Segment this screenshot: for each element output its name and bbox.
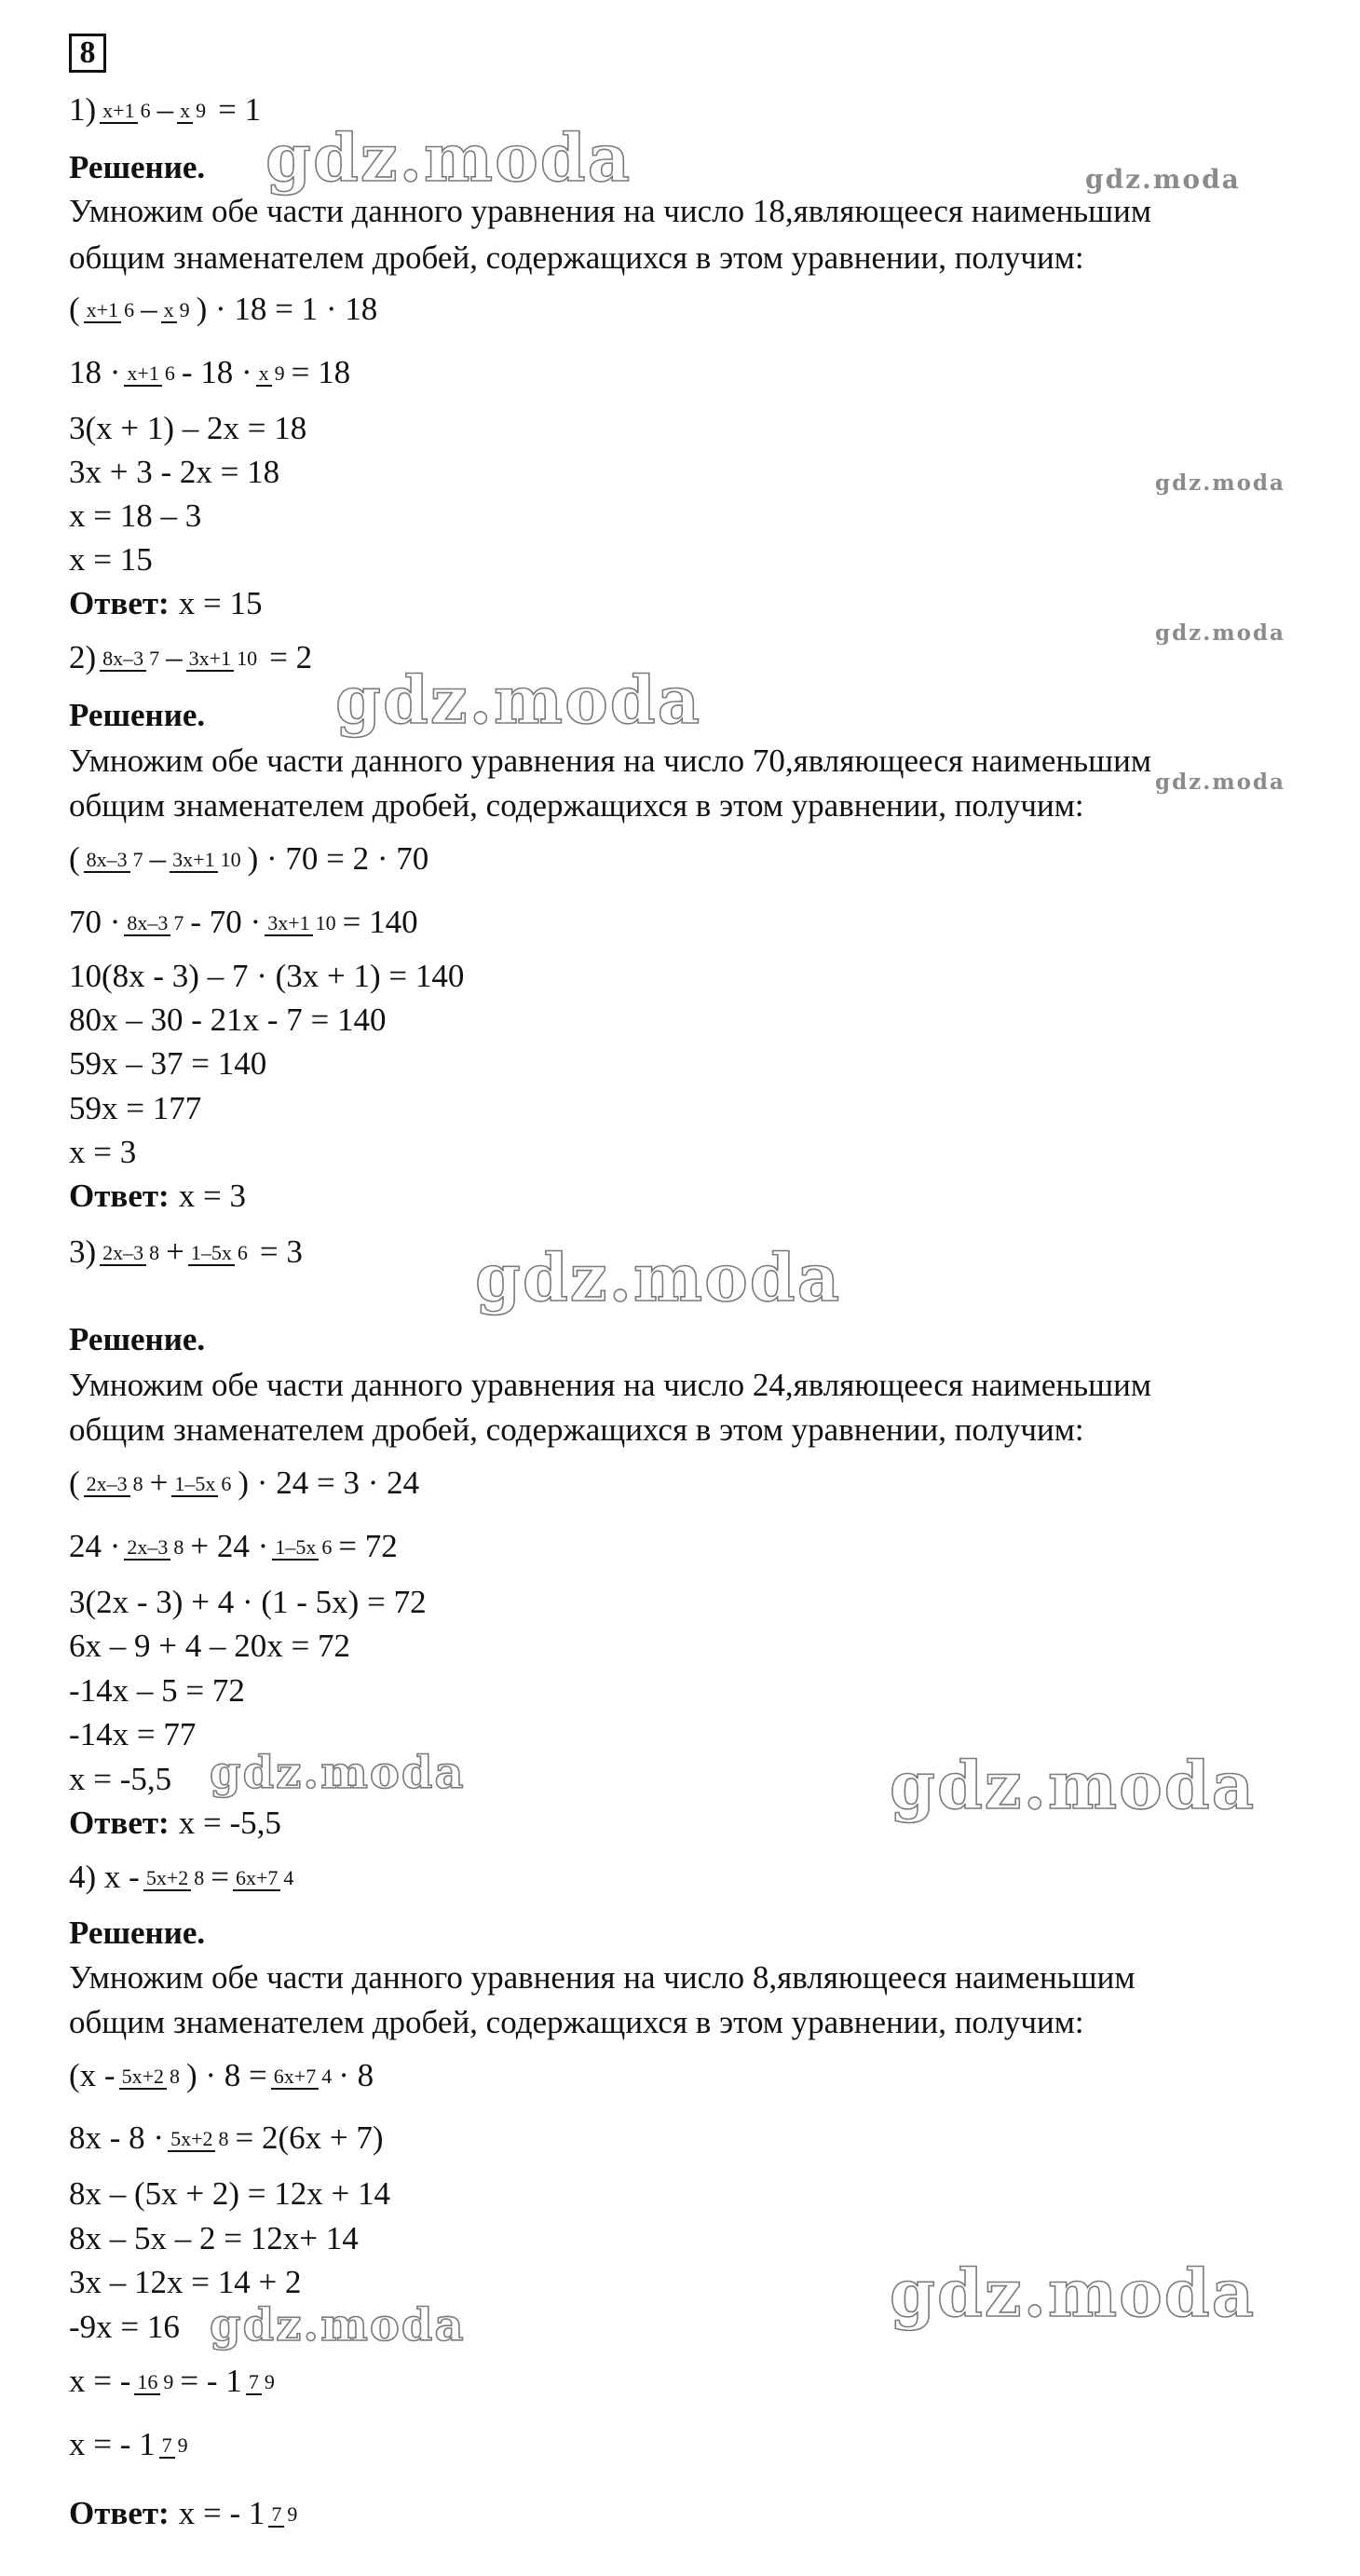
equation-step: -14x = 77 bbox=[69, 1716, 197, 1752]
solution-label: Решение. bbox=[69, 697, 206, 733]
watermark: gdz.moda bbox=[1085, 164, 1241, 195]
explanation-line: общим знаменателем дробей, содержащихся в этом уравнении, получим: bbox=[69, 2004, 1084, 2040]
equation-step: 8x - 8 · 5x+2 8 = 2(6x + 7) bbox=[69, 2119, 384, 2156]
watermark: gdz.moda bbox=[210, 2299, 466, 2351]
equation-step: -9x = 16 bbox=[69, 2309, 180, 2345]
fraction: x+1 6 bbox=[84, 298, 137, 321]
equation-step: 3(x + 1) – 2x = 18 bbox=[69, 410, 307, 446]
answer-line: Ответ: x = -5,5 bbox=[69, 1805, 281, 1841]
fraction: 1–5x 6 bbox=[171, 1472, 234, 1495]
problem-3-statement: 3) 2x–3 8 + 1–5x 6 = 3 bbox=[69, 1233, 303, 1270]
equation-step: 3x – 12x = 14 + 2 bbox=[69, 2264, 302, 2300]
fraction: x+1 6 bbox=[124, 361, 177, 385]
fraction: 5x+2 8 bbox=[119, 2065, 183, 2088]
explanation-line: общим знаменателем дробей, содержащихся в этом уравнении, получим: bbox=[69, 787, 1084, 824]
fraction: 8x–3 7 bbox=[84, 848, 146, 871]
fraction: 7 9 bbox=[246, 2370, 278, 2393]
fraction: 6x+7 4 bbox=[271, 2065, 334, 2088]
equation-step: 8x – (5x + 2) = 12x + 14 bbox=[69, 2175, 391, 2212]
solution-label: Решение. bbox=[69, 1321, 206, 1357]
answer-line: Ответ: x = - 1 7 9 bbox=[69, 2495, 304, 2532]
fraction: 7 9 bbox=[268, 2502, 300, 2526]
equation-step: ( x+1 6 – x 9 ) · 18 = 1 · 18 bbox=[69, 291, 378, 327]
equation-step: 70 · 8x–3 7 - 70 · 3x+1 10 = 140 bbox=[69, 904, 418, 940]
task-number: 8 bbox=[69, 34, 106, 73]
fraction: 7 9 bbox=[159, 2433, 191, 2457]
problem-1-statement: 1) x+1 6 – x 9 = 1 bbox=[69, 91, 262, 128]
equation-step: 18 · x+1 6 - 18 · x 9 = 18 bbox=[69, 354, 351, 390]
fraction: 1–5x 6 bbox=[188, 1241, 251, 1264]
fraction: 2x–3 8 bbox=[84, 1472, 146, 1495]
equation-step: x = 3 bbox=[69, 1134, 137, 1170]
answer-line: Ответ: x = 3 bbox=[69, 1178, 246, 1214]
fraction: x 9 bbox=[256, 361, 288, 385]
watermark: gdz.moda bbox=[1155, 620, 1285, 646]
equation-step: (x - 5x+2 8 ) · 8 = 6x+7 4 · 8 bbox=[69, 2057, 374, 2093]
fraction: 16 9 bbox=[134, 2370, 176, 2393]
equation-step: ( 8x–3 7 – 3x+1 10 ) · 70 = 2 · 70 bbox=[69, 840, 429, 877]
watermark: gdz.moda bbox=[1155, 470, 1285, 496]
equation-step: x = - 1 7 9 bbox=[69, 2426, 195, 2463]
equation-step: 80x – 30 - 21x - 7 = 140 bbox=[69, 1002, 387, 1038]
equation-step: 3x + 3 - 2x = 18 bbox=[69, 454, 280, 490]
equation-step: 59x – 37 = 140 bbox=[69, 1045, 267, 1082]
equation-step: 3(2x - 3) + 4 · (1 - 5x) = 72 bbox=[69, 1584, 427, 1620]
fraction: 3x+1 10 bbox=[265, 911, 338, 934]
watermark: gdz.moda bbox=[890, 1747, 1257, 1824]
equation-step: 8x – 5x – 2 = 12x+ 14 bbox=[69, 2220, 359, 2256]
fraction: 2x–3 8 bbox=[124, 1535, 186, 1559]
answer-line: Ответ: x = 15 bbox=[69, 585, 263, 621]
equation-step: 10(8x - 3) – 7 · (3x + 1) = 140 bbox=[69, 958, 465, 994]
fraction: 3x+1 10 bbox=[170, 848, 243, 871]
solution-label: Решение. bbox=[69, 149, 206, 185]
equation-step: 24 · 2x–3 8 + 24 · 1–5x 6 = 72 bbox=[69, 1528, 398, 1564]
watermark: gdz.moda bbox=[1155, 770, 1285, 795]
watermark: gdz.moda bbox=[335, 661, 702, 739]
problem-2-statement: 2) 8x–3 7 – 3x+1 10 = 2 bbox=[69, 639, 313, 675]
equation-step: 59x = 177 bbox=[69, 1090, 202, 1126]
watermark: gdz.moda bbox=[890, 2255, 1257, 2332]
problem-4-statement: 4) x - 5x+2 8 = 6x+7 4 bbox=[69, 1859, 300, 1896]
fraction: 2x–3 8 bbox=[100, 1241, 162, 1264]
fraction: 5x+2 8 bbox=[168, 2127, 231, 2150]
fraction: 1–5x 6 bbox=[272, 1535, 334, 1559]
equation-step: x = 18 – 3 bbox=[69, 497, 202, 534]
watermark: gdz.moda bbox=[210, 1747, 466, 1799]
solution-label: Решение. bbox=[69, 1915, 206, 1951]
fraction: x+1 6 bbox=[100, 99, 153, 122]
fraction: 5x+2 8 bbox=[143, 1866, 207, 1889]
equation-step: -14x – 5 = 72 bbox=[69, 1672, 245, 1709]
explanation-line: общим знаменателем дробей, содержащихся в этом уравнении, получим: bbox=[69, 1411, 1084, 1448]
fraction: 6x+7 4 bbox=[233, 1866, 296, 1889]
watermark: gdz.moda bbox=[475, 1239, 842, 1316]
equation-step: x = -5,5 bbox=[69, 1761, 172, 1797]
fraction: 8x–3 7 bbox=[124, 911, 186, 934]
fraction: 8x–3 7 bbox=[100, 647, 162, 670]
fraction: x 9 bbox=[161, 298, 193, 321]
equation-step: x = 15 bbox=[69, 541, 153, 578]
explanation-line: Умножим обе части данного уравнения на число 70,являющееся наименьшим bbox=[69, 743, 1151, 779]
fraction: x 9 bbox=[177, 99, 209, 122]
explanation-line: Умножим обе части данного уравнения на число 24,являющееся наименьшим bbox=[69, 1367, 1151, 1403]
explanation-line: Умножим обе части данного уравнения на число 8,являющееся наименьшим bbox=[69, 1959, 1136, 1996]
equation-step: x = - 16 9 = - 1 7 9 bbox=[69, 2363, 281, 2400]
equation-step: ( 2x–3 8 + 1–5x 6 ) · 24 = 3 · 24 bbox=[69, 1465, 420, 1501]
watermark: gdz.moda bbox=[265, 119, 632, 197]
explanation-line: общим знаменателем дробей, содержащихся в этом уравнении, получим: bbox=[69, 239, 1084, 276]
fraction: 3x+1 10 bbox=[186, 647, 260, 670]
equation-step: 6x – 9 + 4 – 20x = 72 bbox=[69, 1628, 350, 1664]
explanation-line: Умножим обе части данного уравнения на число 18,являющееся наименьшим bbox=[69, 193, 1151, 229]
